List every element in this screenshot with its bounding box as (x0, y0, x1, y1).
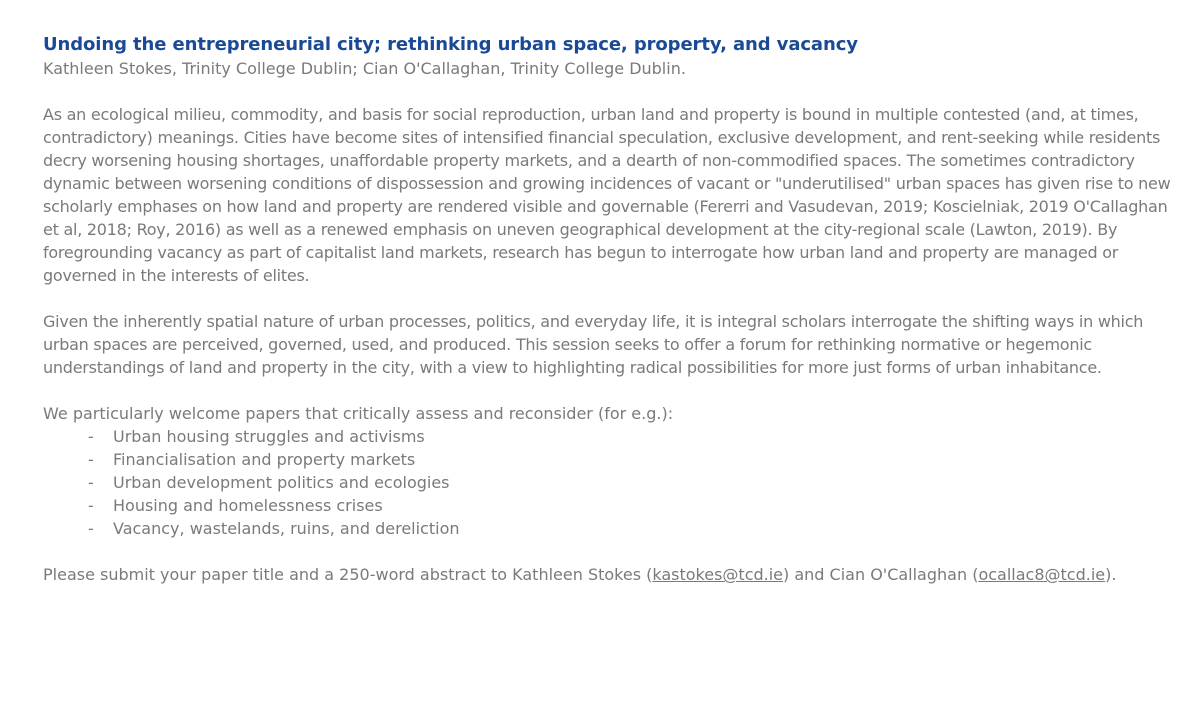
list-marker: - (88, 496, 94, 515)
submit-text-middle: ) and Cian O'Callaghan ( (783, 565, 979, 584)
list-item (43, 494, 1173, 517)
submit-text-suffix: ). (1105, 565, 1117, 584)
list-marker: - (88, 450, 94, 469)
list-item-text: Urban development politics and ecologies (113, 473, 450, 492)
email-link-kathleen-stokes[interactable]: kastokes@tcd.ie (652, 565, 784, 584)
email-link-cian-ocallaghan[interactable]: ocallac8@tcd.ie (978, 565, 1106, 584)
paragraph-session-aim: Given the inherently spatial nature of urban processes, politics, and everyday life, it is integral scholars interrogate the shifting ways in which urban spaces are perceived, governed, used, and produced. This session seeks to offer a forum for rethinking normative or hegemonic understandings of land and property in the city, with a view to highlighting radical possibilities for more just forms of urban inhabitance. (43, 312, 1144, 377)
paragraph-context: As an ecological milieu, commodity, and basis for social reproduction, urban land and property is bound in multiple contested (and, at times, contradictory) meanings. Cities have become sites of intensified financial speculation, exclusive development, and rent-seeking while residents decry worsening housing shortages, unaffordable property markets, and a dearth of non-commodified spaces. The sometimes contradictory dynamic between worsening conditions of dispossession and growing incidences of vacant or "underutilised" urban spaces has given rise to new scholarly emphases on how land and property are rendered visible and governable (Fererri and Vasudevan, 2019; Koscielniak, 2019 O'Callaghan et al, 2018; Roy, 2016) as well as a renewed emphasis on uneven geographical development at the city-regional scale (Lawton, 2019). By foregrounding vacancy as part of capitalist land markets, research has begun to interrogate how urban land and property are managed or governed in the interests of elites. (43, 105, 1171, 285)
submission-instructions (43, 563, 1173, 586)
list-item (43, 448, 1173, 471)
topics-intro: We particularly welcome papers that critically assess and reconsider (for e.g.): (43, 404, 674, 423)
list-marker: - (88, 519, 94, 538)
list-item (43, 425, 1173, 448)
call-for-papers-document (43, 33, 1173, 586)
list-marker: - (88, 427, 94, 446)
page-title: Undoing the entrepreneurial city; rethinking urban space, property, and vacancy (43, 34, 858, 55)
topics-list (43, 425, 1173, 540)
list-item-text: Housing and homelessness crises (113, 496, 383, 515)
list-item-text: Financialisation and property markets (113, 450, 416, 469)
list-item-text: Urban housing struggles and activisms (113, 427, 425, 446)
list-item (43, 517, 1173, 540)
list-item (43, 471, 1173, 494)
list-item-text: Vacancy, wastelands, ruins, and dereliction (113, 519, 460, 538)
authors-line: Kathleen Stokes, Trinity College Dublin; Cian O'Callaghan, Trinity College Dublin. (43, 59, 686, 78)
submit-text-prefix: Please submit your paper title and a 250-word abstract to Kathleen Stokes ( (43, 565, 653, 584)
list-marker: - (88, 473, 94, 492)
